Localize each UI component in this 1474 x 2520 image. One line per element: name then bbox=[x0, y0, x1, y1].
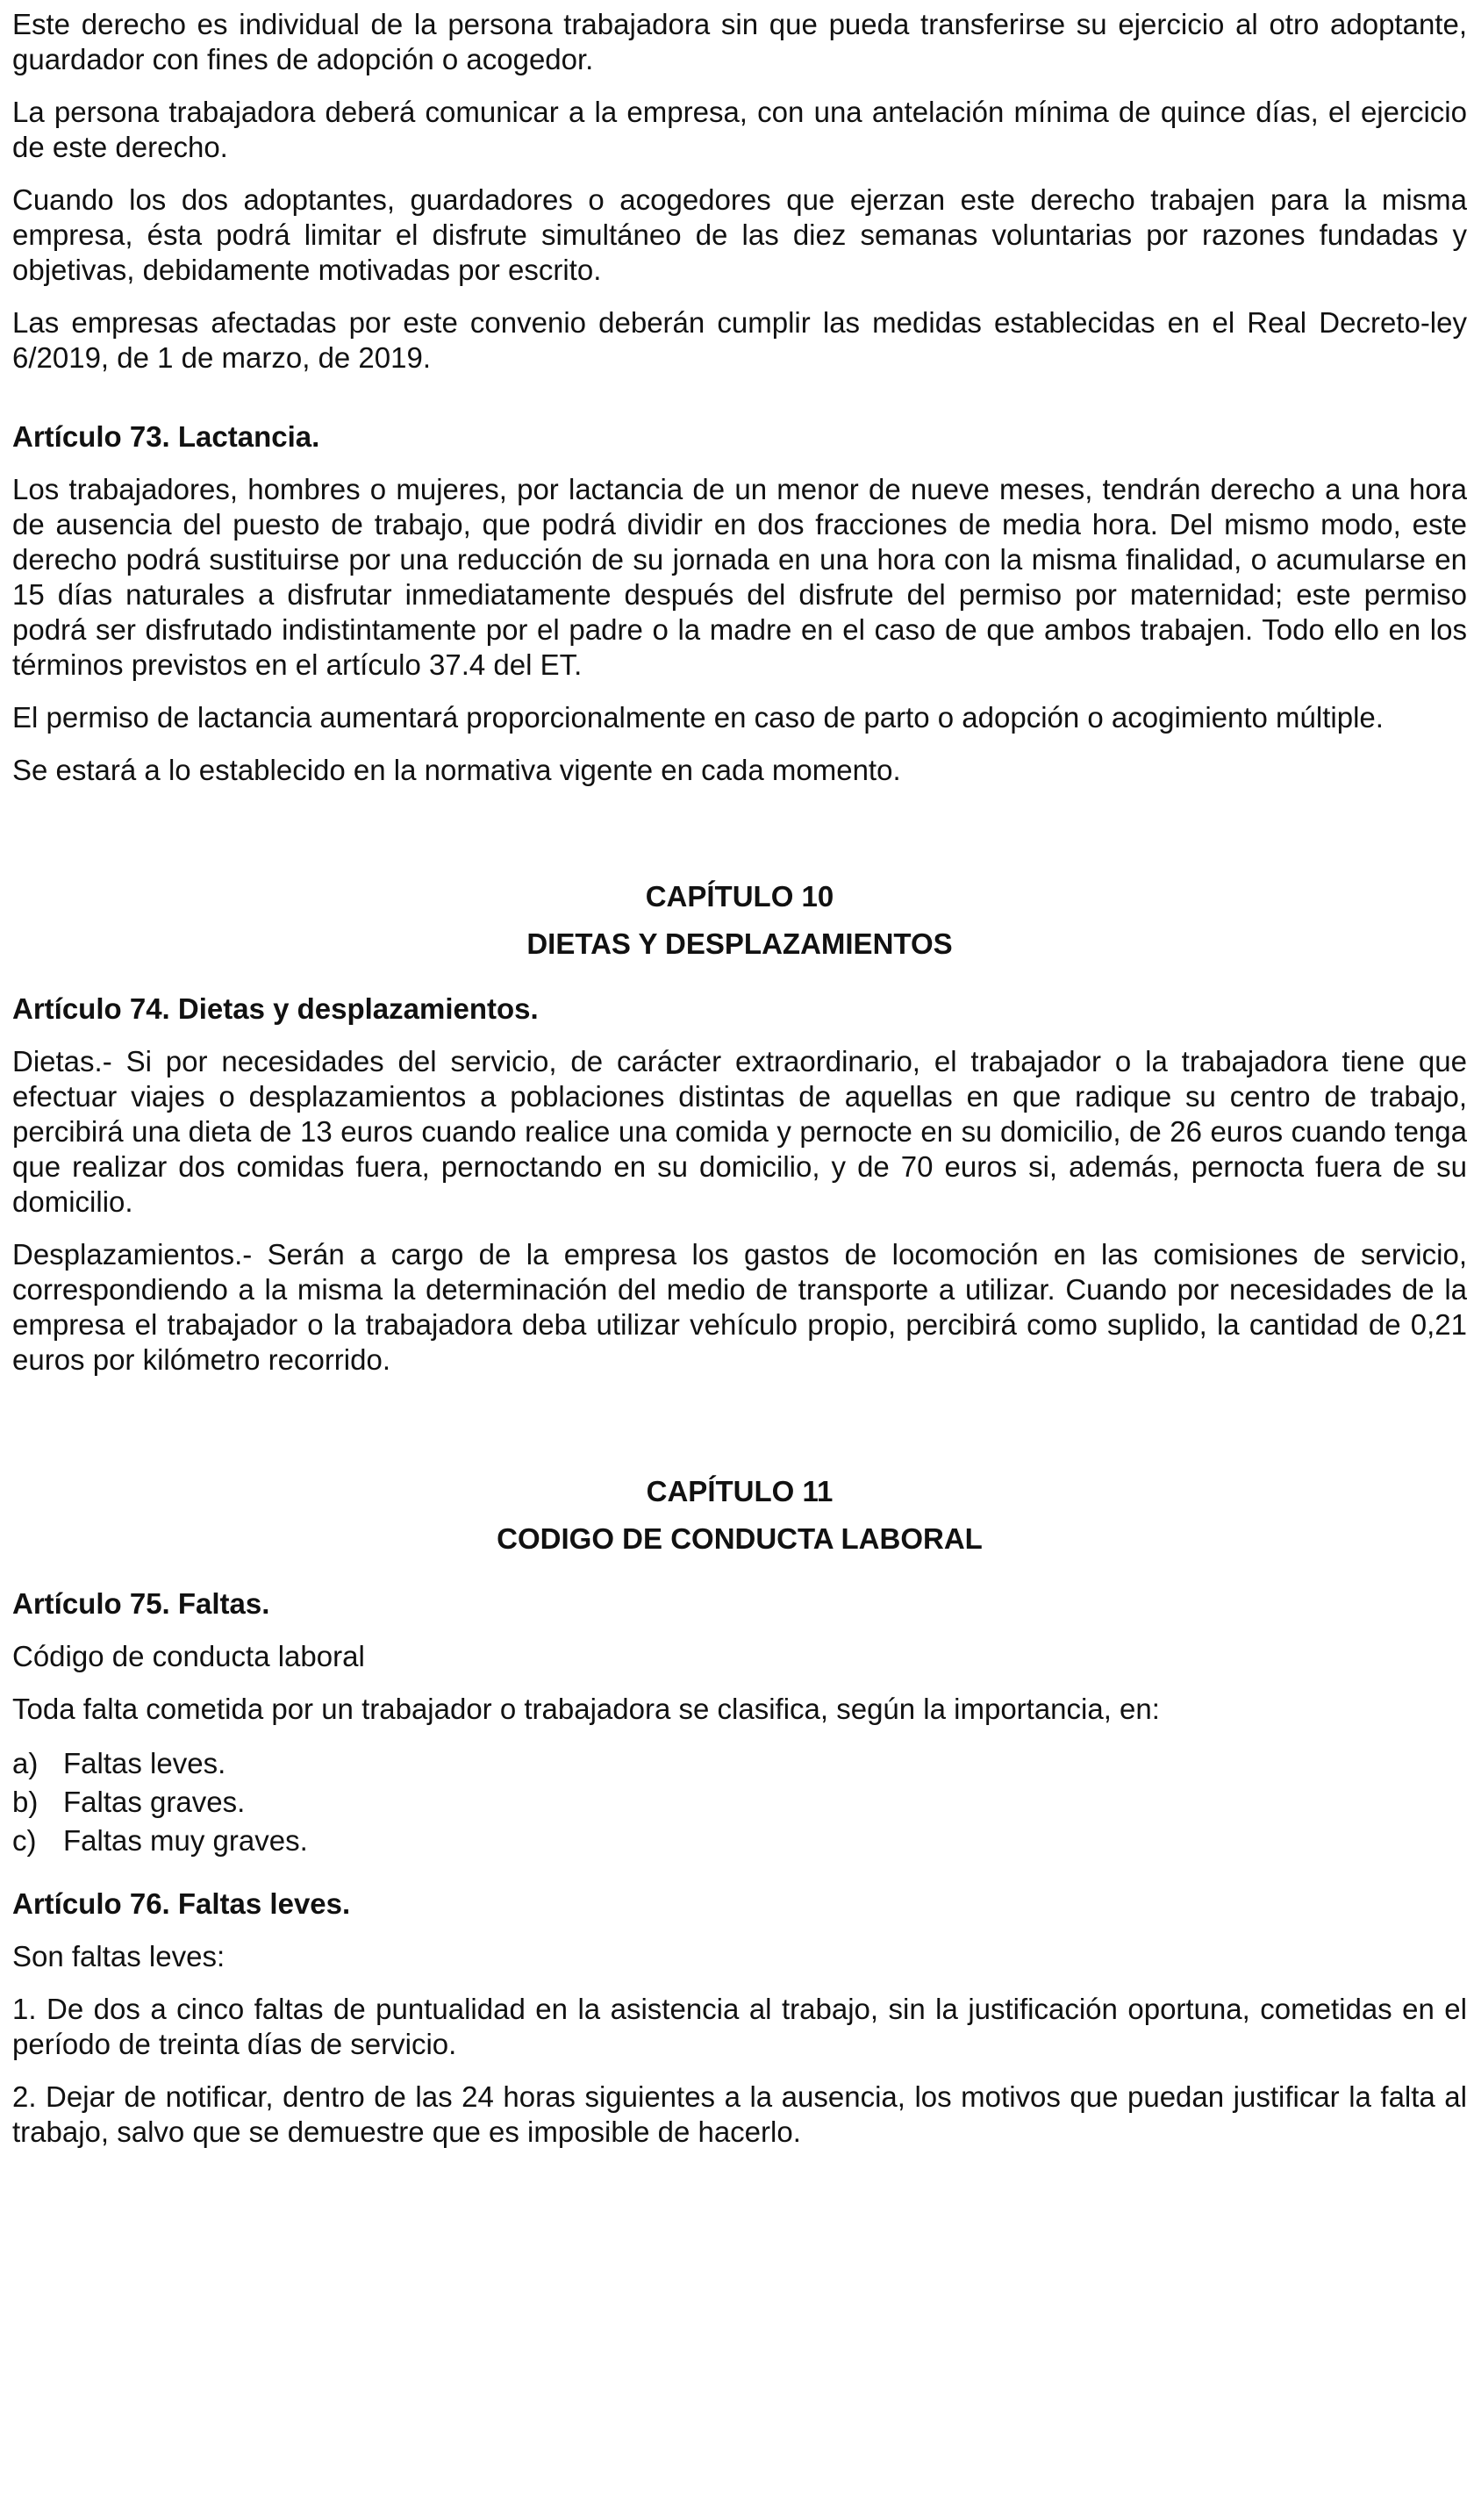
article-73-heading: Artículo 73. Lactancia. bbox=[12, 420, 320, 453]
chapter-10-number: CAPÍTULO 10 bbox=[645, 880, 834, 913]
chapter-11-title: CODIGO DE CONDUCTA LABORAL bbox=[497, 1522, 983, 1555]
list-item-text: Faltas graves. bbox=[63, 1786, 246, 1818]
document-body bbox=[12, 7, 1467, 2150]
paragraph-comunicar-empresa: La persona trabajadora deberá comunicar a la empresa, con una antelación mínima de quince días, el ejercicio de este derecho. bbox=[12, 96, 1467, 163]
article-75-subtitle: Código de conducta laboral bbox=[12, 1640, 365, 1672]
chapter-11-number: CAPÍTULO 11 bbox=[646, 1475, 834, 1507]
list-item bbox=[12, 1783, 1467, 1822]
list-marker: a) bbox=[12, 1747, 39, 1779]
article-73-paragraph: Los trabajadores, hombres o mujeres, por lactancia de un menor de nueve meses, tendrán derecho a una hora de ausencia del puesto de trabajo, que podrá dividir en dos fracciones de media hora. Del mismo modo, este derecho podrá sustituirse por una reducción de su jornada en una hora con la misma finalidad, o acumularse en 15 días naturales a disfrutar inmediatamente después del disfrute del permiso por maternidad; este permiso podrá ser disfrutado indistintamente por el padre o la madre en el caso de que ambos trabajen. Todo ello en los términos previstos en el artículo 37.4 del ET. bbox=[12, 473, 1467, 681]
article-76-paragraph: 1. De dos a cinco faltas de puntualidad en la asistencia al trabajo, sin la justificación oportuna, cometidas en el período de treinta días de servicio. bbox=[12, 1993, 1467, 2060]
list-item bbox=[12, 1822, 1467, 1860]
faltas-list bbox=[12, 1744, 1467, 1860]
list-item-text: Faltas leves. bbox=[63, 1747, 226, 1779]
article-74-paragraph-desplazamientos: Desplazamientos.- Serán a cargo de la empresa los gastos de locomoción en las comisiones de servicio, correspondiendo a la misma la determinación del medio de transporte a utilizar. Cuando por necesidades de la empresa el trabajador o la trabajadora deba utilizar vehículo propio, percibirá como suplido, la cantidad de 0,21 euros por kilómetro recorrido. bbox=[12, 1238, 1467, 1376]
article-74-heading: Artículo 74. Dietas y desplazamientos. bbox=[12, 992, 539, 1025]
article-75-heading: Artículo 75. Faltas. bbox=[12, 1587, 270, 1620]
article-73-paragraph: Se estará a lo establecido en la normativa vigente en cada momento. bbox=[12, 754, 901, 786]
list-marker: b) bbox=[12, 1786, 39, 1818]
article-76-intro: Son faltas leves: bbox=[12, 1940, 225, 1972]
article-74-paragraph-dietas: Dietas.- Si por necesidades del servicio, de carácter extraordinario, el trabajador o la trabajadora tiene que efectuar viajes o desplazamientos a poblaciones distintas de aquellas en que radique su centro de trabajo, percibirá una dieta de 13 euros cuando realice una comida y pernocte en su domicilio, de 26 euros cuando tenga que realizar dos comidas fuera, pernoctando en su domicilio, y de 70 euros si, además, pernocta fuera de su domicilio. bbox=[12, 1045, 1467, 1218]
chapter-10-title: DIETAS Y DESPLAZAMIENTOS bbox=[526, 927, 953, 960]
paragraph-derecho-individual: Este derecho es individual de la persona trabajadora sin que pueda transferirse su ejercicio al otro adoptante, guardador con fines de adopción o acogedor. bbox=[12, 8, 1467, 75]
article-73-paragraph: El permiso de lactancia aumentará proporcionalmente en caso de parto o adopción o acogimiento múltiple. bbox=[12, 701, 1384, 734]
article-76-heading: Artículo 76. Faltas leves. bbox=[12, 1887, 351, 1920]
article-75-intro: Toda falta cometida por un trabajador o trabajadora se clasifica, según la importancia, en: bbox=[12, 1693, 1160, 1725]
list-item-text: Faltas muy graves. bbox=[63, 1824, 308, 1857]
paragraph-adoptantes-misma-empresa: Cuando los dos adoptantes, guardadores o acogedores que ejerzan este derecho trabajen para la misma empresa, ésta podrá limitar el disfrute simultáneo de las diez semanas voluntarias por razones fundadas y objetivas, debidamente motivadas por escrito. bbox=[12, 183, 1467, 286]
list-marker: c) bbox=[12, 1824, 37, 1857]
article-76-paragraph: 2. Dejar de notificar, dentro de las 24 horas siguientes a la ausencia, los motivos que puedan justificar la falta al trabajo, salvo que se demuestre que es imposible de hacerlo. bbox=[12, 2080, 1467, 2148]
list-item bbox=[12, 1744, 1467, 1783]
paragraph-real-decreto: Las empresas afectadas por este convenio deberán cumplir las medidas establecidas en el Real Decreto-ley 6/2019, de 1 de marzo, de 2019. bbox=[12, 306, 1467, 374]
